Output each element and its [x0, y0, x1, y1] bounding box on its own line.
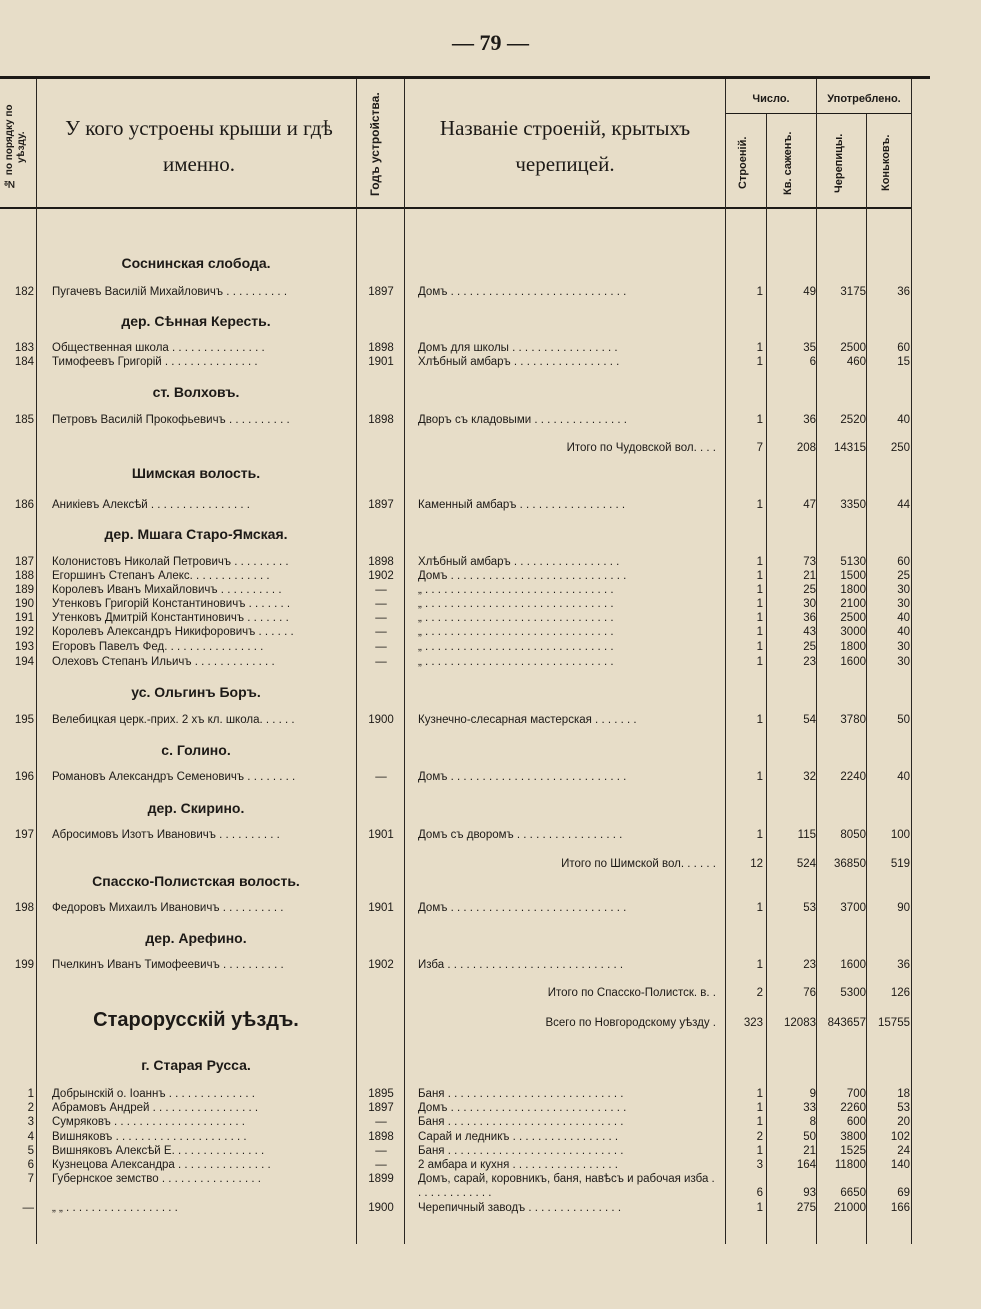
cell-building: Домъ для школы . . . . . . . . . . . . . . . . . [418, 342, 618, 354]
cell-year: 1899 [368, 1173, 394, 1185]
cell-ridges: 36 [897, 959, 910, 971]
cell-owner: Аникіевъ Алексѣй . . . . . . . . . . . . . . . . [52, 499, 250, 511]
cell-no: 1 [27, 1088, 34, 1100]
cell-year: — [375, 598, 387, 610]
cell-ridges: 140 [890, 1159, 910, 1171]
cell-tiles: 6650 [840, 1187, 866, 1199]
cell-tiles: 11800 [834, 1159, 866, 1171]
cell-building: Домъ, сарай, коровникъ, баня, навѣсъ и рабочая изба . . . . . . . . . . . . . [418, 1173, 715, 1199]
cell-year: 1897 [368, 286, 394, 298]
cell-sq: 23 [803, 656, 816, 668]
cell-ridges: 30 [897, 641, 910, 653]
cell-buildings: 12 [750, 858, 763, 870]
cell-building: „ . . . . . . . . . . . . . . . . . . . . . . . . . . . . . . [418, 641, 614, 653]
cell-tiles: 2520 [840, 414, 866, 426]
cell-building: Домъ съ дворомъ . . . . . . . . . . . . . . . . . [418, 829, 623, 841]
cell-building: Домъ . . . . . . . . . . . . . . . . . . . . . . . . . . . . [418, 1102, 627, 1114]
cell-ridges: 166 [890, 1202, 910, 1214]
cell-owner: Велебицкая церк.-прих. 2 хъ кл. школа. . . . . . [52, 714, 295, 726]
cell-buildings: 1 [756, 1145, 763, 1157]
county-heading: Старорусскій уѣздъ. [93, 1009, 299, 1031]
cell-owner: Добрынскій о. Іоаннъ . . . . . . . . . . . . . . [52, 1088, 255, 1100]
cell-tiles: 1600 [840, 656, 866, 668]
cell-sq: 54 [803, 714, 816, 726]
cell-sq: 43 [803, 626, 816, 638]
cell-sq: 47 [803, 499, 816, 511]
cell-buildings: 1 [756, 714, 763, 726]
cell-ridges: 30 [897, 584, 910, 596]
cell-no: 196 [14, 771, 34, 783]
cell-building: „ . . . . . . . . . . . . . . . . . . . . . . . . . . . . . . [418, 598, 614, 610]
cell-no: 184 [14, 356, 34, 368]
cell-ridges: 30 [897, 656, 910, 668]
header-col-no: № по порядку по уѣзду. [4, 104, 27, 190]
cell-sq: 32 [803, 771, 816, 783]
cell-year: 1901 [368, 902, 394, 914]
cell-building: Хлѣбный амбаръ . . . . . . . . . . . . . . . . . [418, 356, 620, 368]
group-underline [726, 113, 912, 114]
cell-ridges: 15755 [878, 1017, 910, 1029]
cell-ridges: 40 [897, 612, 910, 624]
cell-sq: 30 [803, 598, 816, 610]
cell-year: — [375, 1159, 387, 1171]
cell-sq: 21 [803, 570, 816, 582]
cell-no: 195 [14, 714, 34, 726]
cell-buildings: 2 [756, 1131, 763, 1143]
column-divider [404, 79, 405, 1244]
cell-tiles: 21000 [834, 1202, 866, 1214]
cell-tiles: 1600 [840, 959, 866, 971]
cell-building: Баня . . . . . . . . . . . . . . . . . . . . . . . . . . . . [418, 1116, 624, 1128]
cell-buildings: 1 [756, 342, 763, 354]
cell-no: 193 [14, 641, 34, 653]
cell-year: 1898 [368, 342, 394, 354]
header-col-ridges: Коньковъ. [880, 134, 892, 192]
cell-no: 190 [14, 598, 34, 610]
cell-ridges: 40 [897, 771, 910, 783]
cell-owner: Вишняковъ . . . . . . . . . . . . . . . . . . . . . [52, 1131, 247, 1143]
cell-tiles: 1500 [840, 570, 866, 582]
cell-tiles: 3700 [840, 902, 866, 914]
cell-building: Сарай и ледникъ . . . . . . . . . . . . . . . . . [418, 1131, 619, 1143]
cell-sq: 36 [803, 414, 816, 426]
cell-tiles: 460 [846, 356, 866, 368]
cell-owner: Тимофеевъ Григорій . . . . . . . . . . . . . . . [52, 356, 258, 368]
cell-sq: 93 [803, 1187, 816, 1199]
cell-sq: 275 [796, 1202, 816, 1214]
header-bottom-rule [0, 207, 912, 209]
header-col-sq: Кв. саженъ. [782, 131, 794, 195]
cell-ridges: 18 [897, 1088, 910, 1100]
cell-sq: 208 [796, 442, 816, 454]
cell-buildings: 1 [756, 286, 763, 298]
cell-buildings: 2 [756, 987, 763, 999]
column-divider [766, 114, 767, 1244]
cell-ridges: 60 [897, 556, 910, 568]
cell-owner: Романовъ Александръ Семеновичъ . . . . . . . . [52, 771, 296, 783]
column-divider [816, 79, 817, 1244]
cell-year: — [375, 1116, 387, 1128]
cell-buildings: 1 [756, 598, 763, 610]
cell-ridges: 250 [890, 442, 910, 454]
cell-ridges: 25 [897, 570, 910, 582]
cell-sq: 25 [803, 584, 816, 596]
cell-year: — [375, 1145, 387, 1157]
cell-no: 183 [14, 342, 34, 354]
cell-year: — [375, 584, 387, 596]
cell-ridges: 126 [890, 987, 910, 999]
cell-year: 1902 [368, 570, 394, 582]
cell-year: 1895 [368, 1088, 394, 1100]
cell-building: Изба . . . . . . . . . . . . . . . . . . . . . . . . . . . . [418, 959, 624, 971]
cell-no: 192 [14, 626, 34, 638]
cell-ridges: 100 [890, 829, 910, 841]
cell-sq: 164 [796, 1159, 816, 1171]
cell-tiles: 1800 [840, 641, 866, 653]
cell-tiles: 700 [846, 1088, 866, 1100]
table-row [0, 1172, 912, 1200]
cell-owner: Олеховъ Степанъ Ильичъ . . . . . . . . . . . . . [52, 656, 275, 668]
cell-year: — [375, 612, 387, 624]
cell-no: 187 [14, 556, 34, 568]
cell-tiles: 1800 [840, 584, 866, 596]
cell-tiles: 2100 [840, 598, 866, 610]
cell-owner: Петровъ Василій Прокофьевичъ . . . . . . . . . . [52, 414, 290, 426]
cell-sq: 8 [809, 1116, 816, 1128]
cell-tiles: 36850 [834, 858, 866, 870]
cell-building: Домъ . . . . . . . . . . . . . . . . . . . . . . . . . . . . [418, 570, 627, 582]
cell-sq: 49 [803, 286, 816, 298]
cell-sq: 50 [803, 1131, 816, 1143]
cell-owner: Федоровъ Михаилъ Ивановичъ . . . . . . . . . . [52, 902, 284, 914]
cell-sq: 35 [803, 342, 816, 354]
group-heading: Спасско-Полистская волость. [92, 873, 300, 889]
cell-year: 1898 [368, 414, 394, 426]
cell-buildings: 1 [756, 584, 763, 596]
cell-buildings: 7 [756, 442, 763, 454]
cell-owner: Егоровъ Павелъ Фед. . . . . . . . . . . . . . . . [52, 641, 264, 653]
cell-sq: 76 [803, 987, 816, 999]
cell-buildings: 1 [756, 1088, 763, 1100]
cell-no: 199 [14, 959, 34, 971]
cell-no: 3 [27, 1116, 34, 1128]
group-heading: дер. Сѣнная Кересть. [121, 313, 271, 329]
cell-tiles: 2260 [840, 1102, 866, 1114]
cell-buildings: 6 [756, 1187, 763, 1199]
cell-ridges: 40 [897, 414, 910, 426]
cell-year: 1901 [368, 356, 394, 368]
cell-sq: 33 [803, 1102, 816, 1114]
cell-tiles: 3000 [840, 626, 866, 638]
cell-owner: Утенковъ Григорій Константиновичъ . . . . . . . [52, 598, 291, 610]
cell-ridges: 519 [890, 858, 910, 870]
cell-ridges: 20 [897, 1116, 910, 1128]
cell-building: Домъ . . . . . . . . . . . . . . . . . . . . . . . . . . . . [418, 286, 627, 298]
cell-building: Дворъ съ кладовыми . . . . . . . . . . . . . . . [418, 414, 628, 426]
cell-ridges: 36 [897, 286, 910, 298]
cell-no: 6 [27, 1159, 34, 1171]
cell-no: 197 [14, 829, 34, 841]
cell-tiles: 1525 [840, 1145, 866, 1157]
cell-owner: Егоршинъ Степанъ Алекс. . . . . . . . . . . . . [52, 570, 270, 582]
cell-buildings: 1 [756, 902, 763, 914]
cell-owner: Абросимовъ Изотъ Ивановичъ . . . . . . . . . . [52, 829, 280, 841]
cell-owner: Утенковъ Дмитрій Константиновичъ . . . . . . . [52, 612, 289, 624]
cell-sq: 53 [803, 902, 816, 914]
cell-year: 1897 [368, 1102, 394, 1114]
cell-tiles: 3175 [840, 286, 866, 298]
cell-owner: „ „ . . . . . . . . . . . . . . . . . . [52, 1202, 178, 1214]
cell-ridges: 44 [897, 499, 910, 511]
cell-tiles: 3350 [840, 499, 866, 511]
cell-no: 7 [27, 1173, 34, 1185]
cell-owner: Королевъ Иванъ Михайловичъ . . . . . . . . . . [52, 584, 282, 596]
cell-owner: Губернское земство . . . . . . . . . . . . . . . . [52, 1173, 261, 1185]
cell-sq: 6 [809, 356, 816, 368]
cell-tiles: 843657 [827, 1017, 866, 1029]
cell-sq: 23 [803, 959, 816, 971]
header-col-name: Названіе строеній, крытыхъ черепицей. [439, 116, 691, 176]
cell-sq: 25 [803, 641, 816, 653]
group-heading: ус. Ольгинъ Боръ. [131, 684, 261, 700]
cell-year: — [375, 626, 387, 638]
cell-owner: Королевъ Александръ Никифоровичъ . . . . . . [52, 626, 294, 638]
cell-ridges: 15 [897, 356, 910, 368]
cell-sq: 36 [803, 612, 816, 624]
cell-sq: 115 [797, 829, 816, 841]
cell-owner: Пугачевъ Василій Михайловичъ . . . . . . . . . . [52, 286, 288, 298]
cell-year: — [375, 641, 387, 653]
header-col-who: У кого устроены крыши и гдѣ именно. [65, 116, 333, 176]
cell-ridges: 30 [897, 598, 910, 610]
header-top-rule [0, 76, 930, 79]
cell-buildings: 1 [756, 356, 763, 368]
group-heading: ст. Волховъ. [152, 384, 240, 400]
cell-year: 1900 [368, 1202, 394, 1214]
cell-building: Хлѣбный амбаръ . . . . . . . . . . . . . . . . . [418, 556, 620, 568]
cell-building: „ . . . . . . . . . . . . . . . . . . . . . . . . . . . . . . [418, 656, 614, 668]
cell-no: 189 [14, 584, 34, 596]
cell-owner: Сумряковъ . . . . . . . . . . . . . . . . . . . . . [52, 1116, 245, 1128]
cell-subtotal-label: Итого по Шимской вол. . . . . . [561, 858, 716, 870]
cell-subtotal-label: Итого по Спасско-Полистск. в. . [547, 987, 716, 999]
cell-buildings: 1 [756, 771, 763, 783]
column-divider [866, 114, 867, 1244]
cell-tiles: 2500 [840, 612, 866, 624]
cell-buildings: 1 [756, 1202, 763, 1214]
cell-tiles: 2500 [840, 342, 866, 354]
cell-building: „ . . . . . . . . . . . . . . . . . . . . . . . . . . . . . . [418, 612, 614, 624]
cell-building: „ . . . . . . . . . . . . . . . . . . . . . . . . . . . . . . [418, 584, 614, 596]
cell-no: 185 [14, 414, 34, 426]
cell-year: 1902 [368, 959, 394, 971]
cell-sq: 524 [796, 858, 816, 870]
cell-building: Баня . . . . . . . . . . . . . . . . . . . . . . . . . . . . [418, 1088, 624, 1100]
cell-building: „ . . . . . . . . . . . . . . . . . . . . . . . . . . . . . . [418, 626, 614, 638]
cell-year: 1901 [368, 829, 394, 841]
group-heading: дер. Скирино. [147, 800, 245, 816]
cell-sq: 12083 [784, 1017, 816, 1029]
cell-no: 182 [14, 286, 34, 298]
cell-buildings: 1 [756, 1116, 763, 1128]
cell-year: — [375, 656, 387, 668]
cell-buildings: 323 [743, 1017, 763, 1029]
cell-year: 1898 [368, 556, 394, 568]
cell-no: 198 [14, 902, 34, 914]
cell-no: — [22, 1202, 34, 1214]
group-heading: дер. Мшага Старо-Ямская. [104, 526, 288, 542]
column-divider [911, 79, 912, 1244]
cell-ridges: 53 [897, 1102, 910, 1114]
cell-buildings: 1 [756, 570, 763, 582]
cell-buildings: 1 [756, 656, 763, 668]
cell-owner: Вишняковъ Алексѣй Е. . . . . . . . . . . . . . . [52, 1145, 265, 1157]
cell-building: Домъ . . . . . . . . . . . . . . . . . . . . . . . . . . . . [418, 902, 627, 914]
cell-tiles: 600 [846, 1116, 866, 1128]
cell-buildings: 1 [756, 414, 763, 426]
cell-year: — [375, 771, 387, 783]
cell-no: 188 [14, 570, 34, 582]
cell-buildings: 1 [756, 959, 763, 971]
cell-sq: 21 [803, 1145, 816, 1157]
cell-no: 2 [27, 1102, 34, 1114]
cell-tiles: 3800 [840, 1131, 866, 1143]
cell-no: 5 [27, 1145, 34, 1157]
group-heading: Соснинская слобода. [121, 255, 271, 271]
cell-building: 2 амбара и кухня . . . . . . . . . . . . . . . . . [418, 1159, 618, 1171]
cell-buildings: 1 [756, 626, 763, 638]
group-heading: г. Старая Русса. [141, 1057, 251, 1073]
cell-total-label: Всего по Новгородскому уѣзду . [545, 1017, 716, 1029]
cell-buildings: 1 [756, 612, 763, 624]
cell-owner: Колонистовъ Николай Петровичъ . . . . . . . . . [52, 556, 289, 568]
header-col-year: Годъ устройства. [368, 92, 382, 196]
cell-no: 186 [14, 499, 34, 511]
cell-tiles: 3780 [840, 714, 866, 726]
cell-year: 1897 [368, 499, 394, 511]
cell-building: Баня . . . . . . . . . . . . . . . . . . . . . . . . . . . . [418, 1145, 624, 1157]
header-group-used: Употреблено. [827, 93, 901, 105]
cell-year: 1900 [368, 714, 394, 726]
cell-subtotal-label: Итого по Чудовской вол. . . . [566, 442, 716, 454]
cell-buildings: 1 [756, 829, 763, 841]
cell-tiles: 14315 [834, 442, 866, 454]
column-divider [725, 79, 726, 1244]
cell-sq: 9 [809, 1088, 816, 1100]
cell-no: 191 [14, 612, 34, 624]
cell-buildings: 1 [756, 499, 763, 511]
cell-tiles: 8050 [840, 829, 866, 841]
cell-tiles: 2240 [840, 771, 866, 783]
page-number: — 79 — [452, 30, 529, 55]
cell-no: 194 [14, 656, 34, 668]
cell-building: Домъ . . . . . . . . . . . . . . . . . . . . . . . . . . . . [418, 771, 627, 783]
group-heading: с. Голино. [161, 742, 231, 758]
cell-ridges: 60 [897, 342, 910, 354]
column-divider [356, 79, 357, 1244]
cell-owner: Общественная школа . . . . . . . . . . . . . . . [52, 342, 265, 354]
header-col-buildings: Строеній. [737, 136, 749, 190]
cell-buildings: 1 [756, 1102, 763, 1114]
cell-tiles: 5300 [840, 987, 866, 999]
header-col-tiles: Черепицы. [833, 133, 845, 193]
cell-sq: 73 [803, 556, 816, 568]
cell-ridges: 24 [897, 1145, 910, 1157]
cell-year: 1898 [368, 1131, 394, 1143]
group-heading: Шимская волость. [131, 465, 261, 481]
cell-owner: Абрамовъ Андрей . . . . . . . . . . . . . . . . . [52, 1102, 259, 1114]
cell-owner: Кузнецова Александра . . . . . . . . . . . . . . . [52, 1159, 271, 1171]
group-heading: дер. Арефино. [145, 930, 247, 946]
cell-ridges: 90 [897, 902, 910, 914]
cell-buildings: 1 [756, 641, 763, 653]
header-group-count: Число. [752, 93, 790, 105]
cell-ridges: 102 [890, 1131, 910, 1143]
cell-tiles: 5130 [840, 556, 866, 568]
cell-ridges: 69 [897, 1187, 910, 1199]
cell-owner: Пчелкинъ Иванъ Тимофеевичъ . . . . . . . . . . [52, 959, 284, 971]
cell-building: Черепичный заводъ . . . . . . . . . . . . . . . [418, 1202, 622, 1214]
cell-ridges: 40 [897, 626, 910, 638]
cell-buildings: 3 [756, 1159, 763, 1171]
cell-buildings: 1 [756, 556, 763, 568]
cell-building: Каменный амбаръ . . . . . . . . . . . . . . . . . [418, 499, 626, 511]
cell-ridges: 50 [897, 714, 910, 726]
cell-building: Кузнечно-слесарная мастерская . . . . . . . [418, 714, 637, 726]
cell-no: 4 [27, 1131, 34, 1143]
